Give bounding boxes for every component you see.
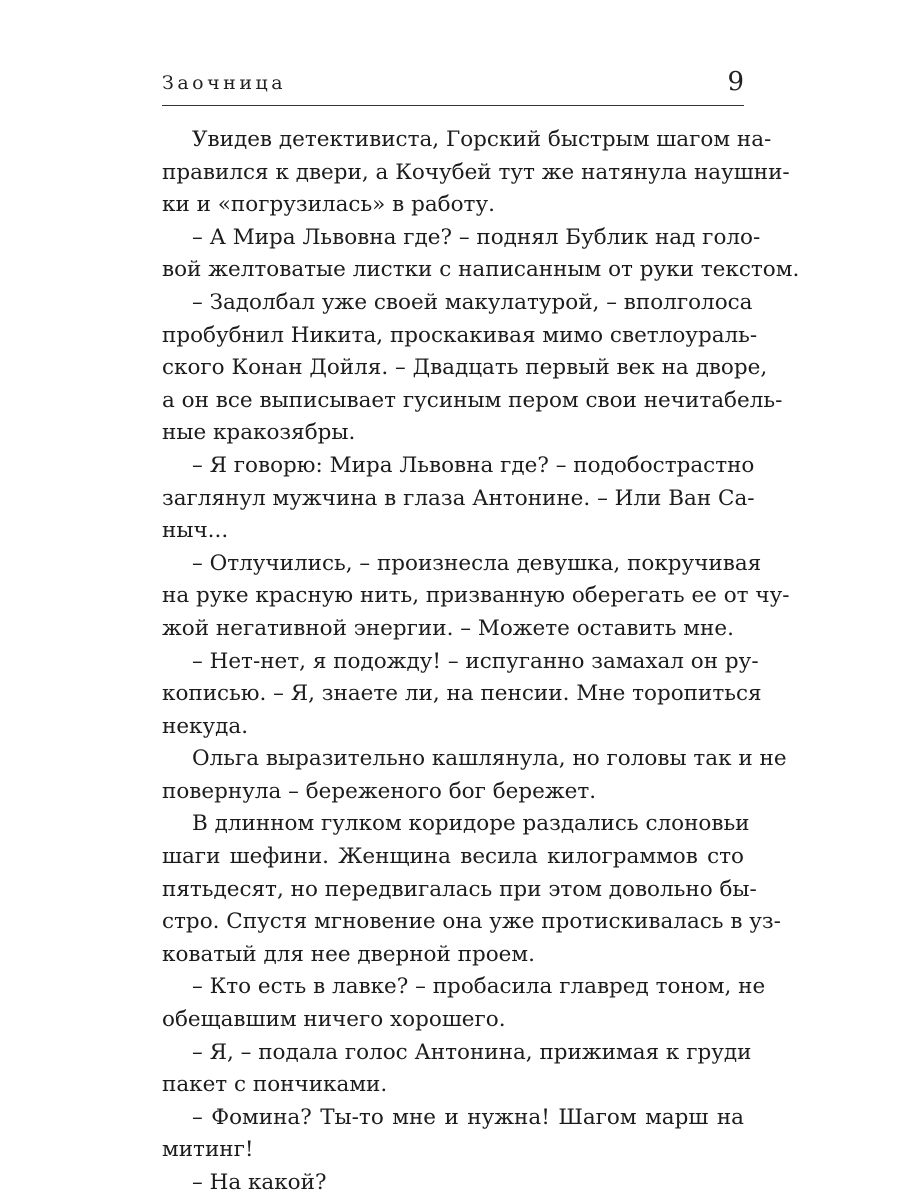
text-line: Увидев детективиста, Горский быстрым шагом на- (192, 127, 772, 152)
page-number: 9 (727, 67, 744, 97)
header-rule (162, 105, 744, 106)
text-line: заглянул мужчина в глаза Антонине. – Или Ван Са- (162, 485, 755, 511)
text-line: ныч... (162, 518, 229, 544)
text-line: некуда. (162, 713, 249, 739)
running-head (162, 64, 744, 104)
text-line: – Кто есть в лавке? – пробасила главред тоном, не (192, 974, 766, 1000)
text-line: митинг! (162, 1137, 254, 1163)
running-title: Заочница (162, 72, 287, 94)
text-line: правился к двери, а Кочубей тут же натянула наушни- (162, 159, 790, 185)
text-line: на руке красную нить, призванную оберегать ее от чу- (162, 583, 790, 609)
text-line: шаги шефини. Женщина весила килограммов сто (162, 844, 744, 870)
body-text (162, 124, 800, 1200)
paragraph (162, 548, 790, 646)
text-line: – Нет-нет, я подожду! – испуганно замахал он ру- (192, 648, 759, 674)
paragraph (162, 450, 755, 548)
text-line: – Фомина? Ты-то мне и нужна! Шагом марш на (192, 1104, 744, 1130)
text-line: кописью. – Я, знаете ли, на пенсии. Мне торопиться (162, 681, 762, 707)
paragraph (162, 222, 800, 287)
text-line: а он все выписывает гусиным пером свои нечитабель- (162, 387, 783, 413)
text-line: ки и «погрузилась» в работу. (162, 192, 495, 218)
text-line: – Я говорю: Мира Львовна где? – подобострастно (192, 452, 755, 478)
text-line: вой желтоватые листки с написанным от руки текстом. (162, 257, 800, 283)
paragraph (162, 1037, 752, 1102)
text-line: коватый для нее дверной проем. (162, 941, 535, 967)
paragraph (162, 1167, 744, 1200)
text-line: пакет с пончиками. (162, 1072, 388, 1098)
paragraph (162, 808, 781, 971)
text-line: – Отлучились, – произнесла девушка, покручивая (192, 550, 762, 576)
paragraph (162, 287, 783, 450)
text-line: жой негативной энергии. – Можете оставить мне. (162, 615, 734, 641)
text-line: повернула – береженого бог бережет. (162, 778, 597, 804)
paragraph (162, 646, 762, 744)
text-line: стро. Спустя мгновение она уже протискивалась в уз- (162, 909, 781, 935)
text-line: Ольга выразительно кашлянула, но головы так и не (192, 746, 787, 772)
text-line: пятьдесят, но передвигалась при этом довольно бы- (162, 876, 757, 902)
text-line: обещавшим ничего хорошего. (162, 1007, 506, 1033)
paragraph (162, 971, 766, 1036)
paragraph (162, 1102, 744, 1167)
text-line: В длинном гулком коридоре раздались слоновьи (192, 811, 750, 837)
paragraph (162, 743, 787, 808)
text-line: пробубнил Никита, проскакивая мимо светлоураль- (162, 322, 758, 348)
text-line: – На какой? (192, 1170, 327, 1195)
text-line: – Задолбал уже своей макулатурой, – вполголоса (192, 289, 753, 315)
text-line: – Я, – подала голос Антонина, прижимая к груди (192, 1039, 752, 1065)
text-line: – А Мира Львовна где? – поднял Бублик над голо- (192, 224, 761, 250)
paragraph (162, 124, 790, 222)
text-line: ные кракозябры. (162, 420, 356, 446)
text-line: ского Конан Дойля. – Двадцать первый век на дворе, (162, 355, 768, 381)
